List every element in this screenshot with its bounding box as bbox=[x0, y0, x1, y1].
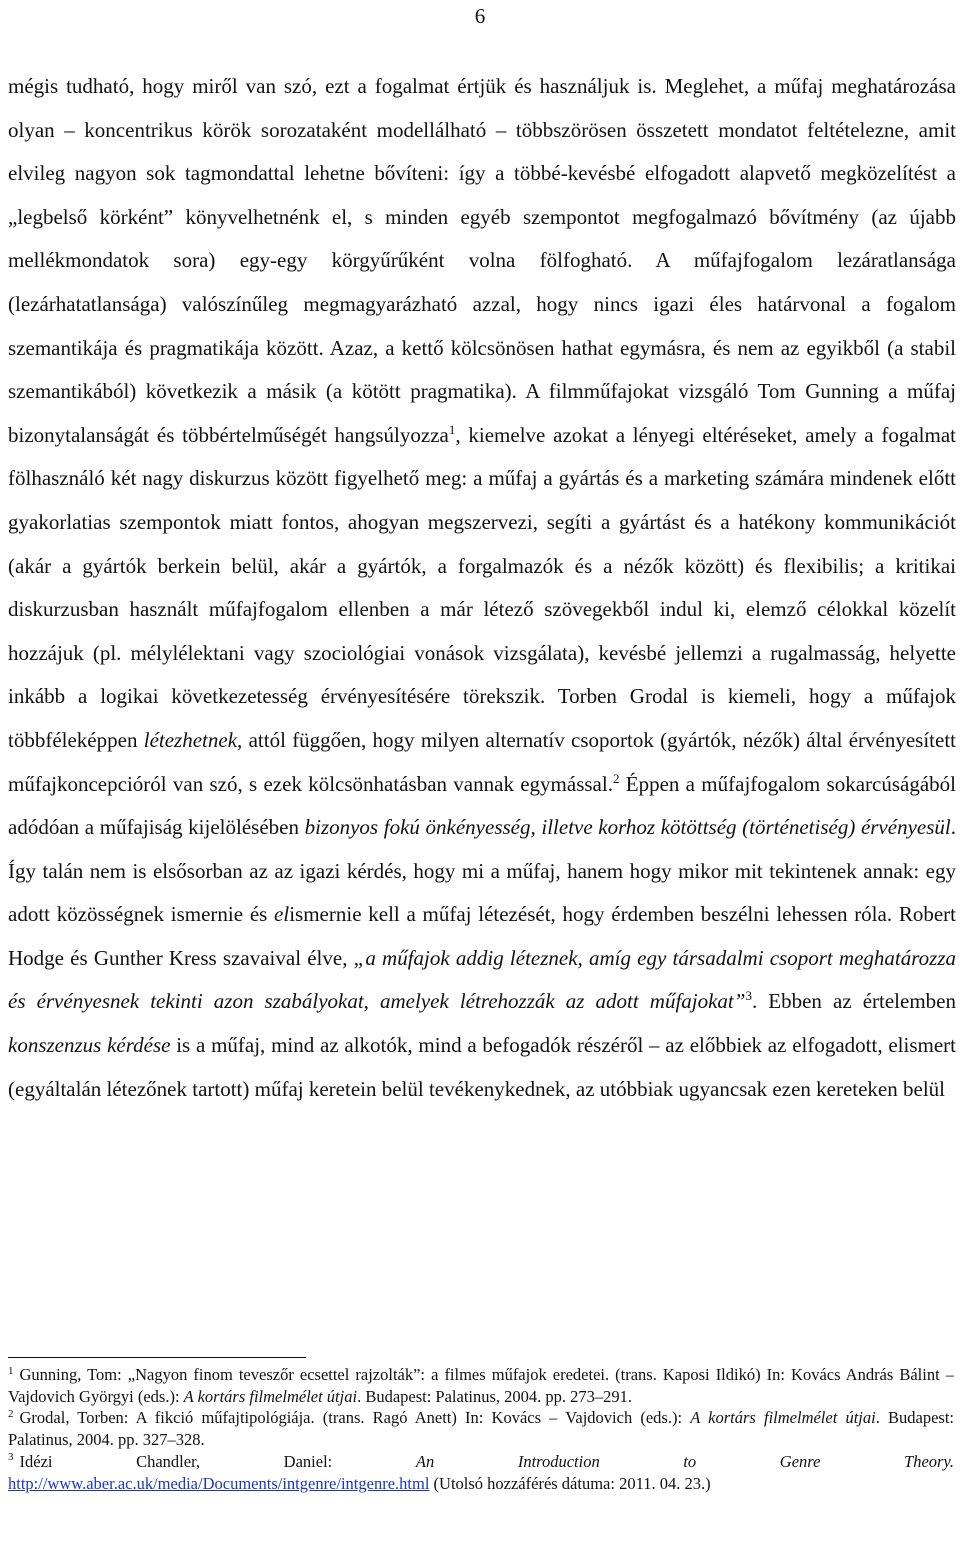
body-text-run: is a műfaj, mind az alkotók, mind a befogadók részéről – az előbbiek az elfogadott, elismert (egyáltalán létezőnek tartott) műfaj keretein belül tevékenykednek, az utóbbiak ugyancsak ezen kereteken belül bbox=[8, 1033, 956, 1101]
footnote-link[interactable]: http://www.aber.ac.uk/media/Documents/intgenre/intgenre.html bbox=[8, 1473, 430, 1493]
footnote-reference[interactable]: 3 bbox=[745, 988, 752, 1004]
footnotes bbox=[8, 1364, 954, 1494]
body-text-run: . Így talán nem is elsősorban az az igazi kérdés, hogy mi a műfaj, hanem hogy mikor mit tekintenek annak: egy adott közösségnek ismernie és bbox=[8, 815, 956, 927]
body-text-run: , kiemelve azokat a lényegi eltéréseket, amely a fogalmat fölhasználó két nagy diskurzus között figyelhető meg: a műfaj a gyártás és a marketing számára mindenek előtt gyakorlatias szempontok miatt fontos, ahogyan megszervezi, segíti a gyártást és a hatékony kommunikációt (akár a gyártók berkein belül, akár a gyártók, a forgalmazók és a nézők között) és flexibilis; a kritikai diskurzusban használt műfajfogalom ellenben a már létező szövegekből indul ki, elemző célokkal közelít hozzájuk (pl. mélylélektani vagy szociológiai vonások vizsgálata), kevésbé jellemzi a rugalmasság, helyette inkább a logikai következetesség érvényesítésére törekszik. Torben Grodal is kiemeli, hogy a műfajok többféleképpen bbox=[8, 422, 957, 752]
footnote-number: 2 bbox=[8, 1407, 14, 1420]
footnote-title: An Introduction to Genre Theory. bbox=[415, 1451, 954, 1471]
footnote-title: A kortárs filmelmélet útjai bbox=[690, 1408, 876, 1428]
footnote-3-continuation bbox=[8, 1473, 954, 1495]
footnote-text: . Budapest: Palatinus, 2004. pp. 273–291. bbox=[357, 1386, 633, 1406]
footnote-text: (Utolsó hozzáférés dátuma: 2011. 04. 23.) bbox=[429, 1473, 711, 1493]
footnote-text: Gunning, Tom: „Nagyon finom teveszőr ecsettel rajzolták”: a filmes műfajok eredetei. (trans. Kaposi Ildikó) In: Kovács András Bálint – Vajdovich Györgyi (eds.): bbox=[8, 1365, 954, 1406]
italic-emphasis: létezhetnek bbox=[143, 727, 238, 752]
body-text-run: ismernie kell a műfaj létezését, hogy érdemben beszélni lehessen róla. Robert Hodge és Gunther Kress szavaival élve, bbox=[8, 902, 956, 970]
body-paragraph bbox=[8, 65, 956, 1111]
footnote-title: A kortárs filmelmélet útjai bbox=[183, 1386, 358, 1406]
italic-emphasis: el bbox=[274, 902, 290, 927]
footnote-number: 3 bbox=[8, 1451, 14, 1464]
footnote-3 bbox=[8, 1451, 954, 1473]
body-text-run: . Ebben az értelemben bbox=[751, 989, 956, 1014]
body-text-run: mégis tudható, hogy miről van szó, ezt a fogalmat értjük és használjuk is. Meglehet, a műfaj meghatározása olyan – koncentrikus körök sorozataként modellálható – többszörösen összetett mondatot feltételezne, amit elvileg nagyon sok tagmondattal lehetne bővíteni: így a többé-kevésbé elfogadott alapvető megközelítést a „legbelső körként” könyvelhetnénk el, s minden egyéb szempontot megfogalmazó bővítmény (az újabb mellékmondatok sora) egy-egy körgyűrűként volna fölfogható. A műfajfogalom lezáratlansága (lezárhatatlansága) valószínűleg megmagyarázható azzal, hogy nincs igazi éles határvonal a fogalom szemantikája és pragmatikája között. Azaz, a kettő kölcsönösen hathat egymásra, és nem az egyikből (a stabil szemantikából) következik a másik (a kötött pragmatika). A filmműfajokat vizsgáló Tom Gunning a műfaj bizonytalanságát és többértelműségét hangsúlyozza bbox=[8, 74, 956, 447]
body-text-run: Éppen a műfajfogalom sokarcúságából adódóan a műfajiság kijelölésében bbox=[8, 771, 956, 840]
footnote-reference[interactable]: 2 bbox=[612, 770, 620, 786]
italic-emphasis: konszenzus kérdése bbox=[8, 1033, 171, 1058]
footnote-text: Grodal, Torben: A fikció műfajtipológiája. (trans. Ragó Anett) In: Kovács – Vajdovich (eds.): bbox=[19, 1408, 691, 1428]
footnote-number: 1 bbox=[8, 1364, 14, 1377]
footnote-text: Idézi Chandler, Daniel: bbox=[19, 1451, 416, 1471]
footnote-1 bbox=[8, 1364, 954, 1407]
italic-quotation: „a műfajok addig léteznek, amíg egy társadalmi csoport meghatározza és érvényesnek tekinti azon szabályokat, amelyek létrehozzák az adott műfajokat” bbox=[8, 945, 956, 1014]
footnote-2 bbox=[8, 1407, 954, 1450]
body-text-run: , attól függően, hogy milyen alternatív csoportok (gyártók, nézők) által érvényesített műfajkoncepcióról van szó, s ezek kölcsönhatásban vannak egymással. bbox=[8, 727, 956, 796]
page-number: 6 bbox=[474, 4, 486, 28]
footnote-text: . Budapest: Palatinus, 2004. pp. 327–328. bbox=[8, 1408, 954, 1450]
footnote-separator bbox=[8, 1357, 306, 1358]
italic-emphasis: bizonyos fokú önkényesség, illetve korhoz kötöttség (történetiség) érvényesül bbox=[304, 815, 951, 840]
footnote-reference[interactable]: 1 bbox=[448, 421, 456, 437]
